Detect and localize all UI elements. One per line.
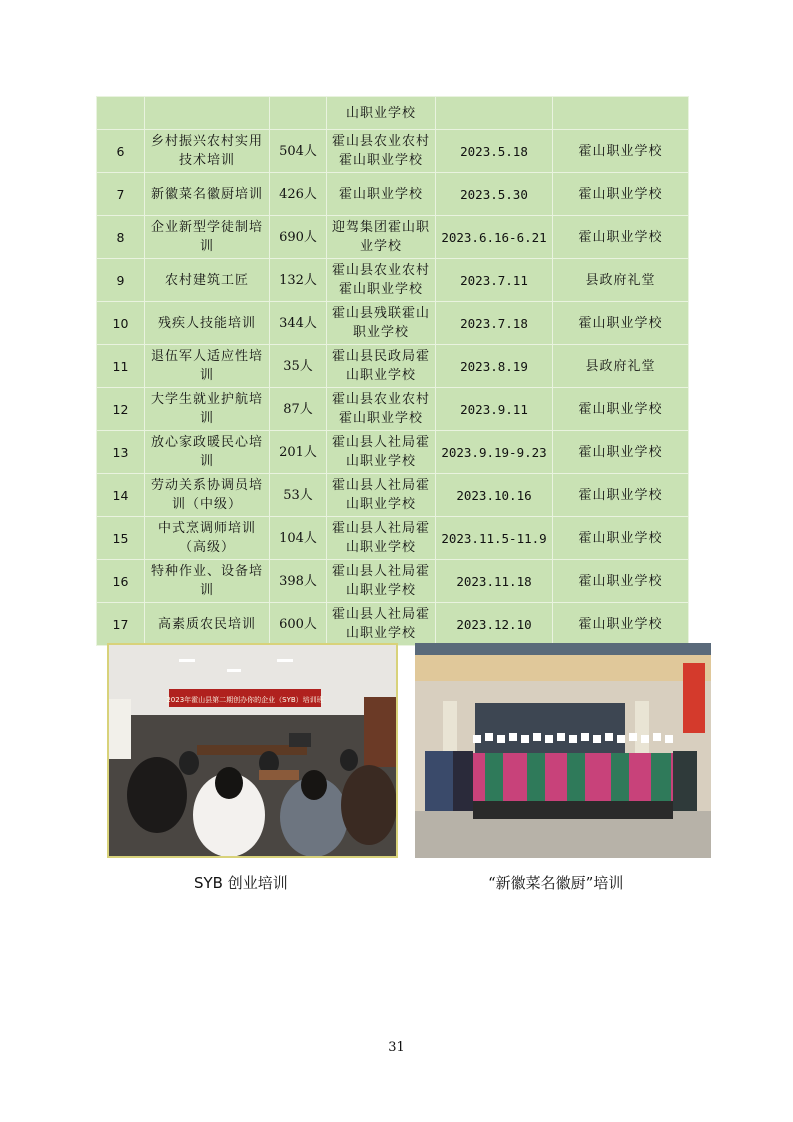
cell-number: 12 <box>97 388 145 431</box>
table-row <box>97 216 689 259</box>
cell-organizer: 霍山县农业农村霍山职业学校 <box>327 388 436 431</box>
cell-date: 2023.6.16-6.21 <box>436 216 553 259</box>
table-row <box>97 130 689 173</box>
cell-date: 2023.9.11 <box>436 388 553 431</box>
page-number: 31 <box>388 1040 405 1055</box>
cell-training-name: 退伍军人适应性培训 <box>145 345 270 388</box>
cell-location: 霍山职业学校 <box>553 173 689 216</box>
cell-organizer: 霍山县人社局霍山职业学校 <box>327 517 436 560</box>
table-row <box>97 603 689 646</box>
cell-participants: 600人 <box>270 603 327 646</box>
cell-organizer: 霍山县残联霍山职业学校 <box>327 302 436 345</box>
table-row <box>97 560 689 603</box>
cell-date: 2023.9.19-9.23 <box>436 431 553 474</box>
cell-participants <box>270 97 327 130</box>
cell-training-name: 乡村振兴农村实用技术培训 <box>145 130 270 173</box>
cell-location: 霍山职业学校 <box>553 474 689 517</box>
table-row <box>97 302 689 345</box>
cell-location: 县政府礼堂 <box>553 345 689 388</box>
cell-participants: 426人 <box>270 173 327 216</box>
cell-organizer: 霍山县人社局霍山职业学校 <box>327 560 436 603</box>
cell-date: 2023.11.5-11.9 <box>436 517 553 560</box>
chef-training-photo <box>415 643 711 858</box>
cell-training-name <box>145 97 270 130</box>
cell-participants: 344人 <box>270 302 327 345</box>
table-row <box>97 345 689 388</box>
syb-training-photo <box>107 643 398 858</box>
cell-number: 15 <box>97 517 145 560</box>
table-row <box>97 431 689 474</box>
cell-training-name: 特种作业、设备培训 <box>145 560 270 603</box>
cell-number: 11 <box>97 345 145 388</box>
cell-date: 2023.7.11 <box>436 259 553 302</box>
cell-participants: 504人 <box>270 130 327 173</box>
cell-date: 2023.7.18 <box>436 302 553 345</box>
cell-training-name: 劳动关系协调员培训（中级） <box>145 474 270 517</box>
cell-participants: 104人 <box>270 517 327 560</box>
cell-date: 2023.5.30 <box>436 173 553 216</box>
cell-participants: 87人 <box>270 388 327 431</box>
table-row <box>97 97 689 130</box>
cell-organizer: 霍山县人社局霍山职业学校 <box>327 431 436 474</box>
cell-training-name: 新徽菜名徽厨培训 <box>145 173 270 216</box>
cell-training-name: 放心家政暖民心培训 <box>145 431 270 474</box>
cell-organizer: 霍山县农业农村霍山职业学校 <box>327 130 436 173</box>
cell-date: 2023.8.19 <box>436 345 553 388</box>
cell-date: 2023.11.18 <box>436 560 553 603</box>
training-table <box>96 96 689 646</box>
cell-participants: 132人 <box>270 259 327 302</box>
group-photo-image <box>415 643 711 858</box>
cell-location: 霍山职业学校 <box>553 560 689 603</box>
cell-training-name: 企业新型学徒制培训 <box>145 216 270 259</box>
classroom-image <box>109 645 396 856</box>
cell-location: 霍山职业学校 <box>553 603 689 646</box>
cell-location <box>553 97 689 130</box>
table-row <box>97 517 689 560</box>
cell-number: 16 <box>97 560 145 603</box>
cell-training-name: 残疾人技能培训 <box>145 302 270 345</box>
cell-participants: 201人 <box>270 431 327 474</box>
cell-date: 2023.5.18 <box>436 130 553 173</box>
cell-number: 13 <box>97 431 145 474</box>
cell-number: 17 <box>97 603 145 646</box>
cell-date: 2023.12.10 <box>436 603 553 646</box>
cell-number: 6 <box>97 130 145 173</box>
cell-organizer: 霍山县人社局霍山职业学校 <box>327 603 436 646</box>
cell-number: 14 <box>97 474 145 517</box>
training-table-container <box>96 96 688 646</box>
table-row <box>97 173 689 216</box>
cell-training-name: 农村建筑工匠 <box>145 259 270 302</box>
cell-number: 7 <box>97 173 145 216</box>
cell-training-name: 高素质农民培训 <box>145 603 270 646</box>
cell-location: 霍山职业学校 <box>553 388 689 431</box>
cell-organizer: 霍山县人社局霍山职业学校 <box>327 474 436 517</box>
cell-location: 县政府礼堂 <box>553 259 689 302</box>
cell-location: 霍山职业学校 <box>553 302 689 345</box>
cell-number: 9 <box>97 259 145 302</box>
cell-location: 霍山职业学校 <box>553 517 689 560</box>
cell-participants: 35人 <box>270 345 327 388</box>
table-row <box>97 474 689 517</box>
cell-organizer: 霍山县民政局霍山职业学校 <box>327 345 436 388</box>
cell-participants: 53人 <box>270 474 327 517</box>
cell-location: 霍山职业学校 <box>553 431 689 474</box>
cell-training-name: 大学生就业护航培训 <box>145 388 270 431</box>
cell-date <box>436 97 553 130</box>
cell-location: 霍山职业学校 <box>553 130 689 173</box>
cell-number: 10 <box>97 302 145 345</box>
caption-syb-training: SYB 创业培训 <box>194 874 288 892</box>
cell-organizer: 山职业学校 <box>327 97 436 130</box>
classroom-banner-text: 2023年霍山县第二期创办你的企业（SYB）培训班 <box>166 696 324 704</box>
cell-organizer: 迎驾集团霍山职业学校 <box>327 216 436 259</box>
cell-location: 霍山职业学校 <box>553 216 689 259</box>
cell-number <box>97 97 145 130</box>
cell-organizer: 霍山县农业农村霍山职业学校 <box>327 259 436 302</box>
cell-participants: 690人 <box>270 216 327 259</box>
caption-chef-training: “新徽菜名徽厨”培训 <box>488 874 624 892</box>
table-row <box>97 388 689 431</box>
cell-date: 2023.10.16 <box>436 474 553 517</box>
training-table-body <box>97 97 689 646</box>
cell-training-name: 中式烹调师培训（高级） <box>145 517 270 560</box>
cell-participants: 398人 <box>270 560 327 603</box>
table-row <box>97 259 689 302</box>
cell-organizer: 霍山职业学校 <box>327 173 436 216</box>
cell-number: 8 <box>97 216 145 259</box>
